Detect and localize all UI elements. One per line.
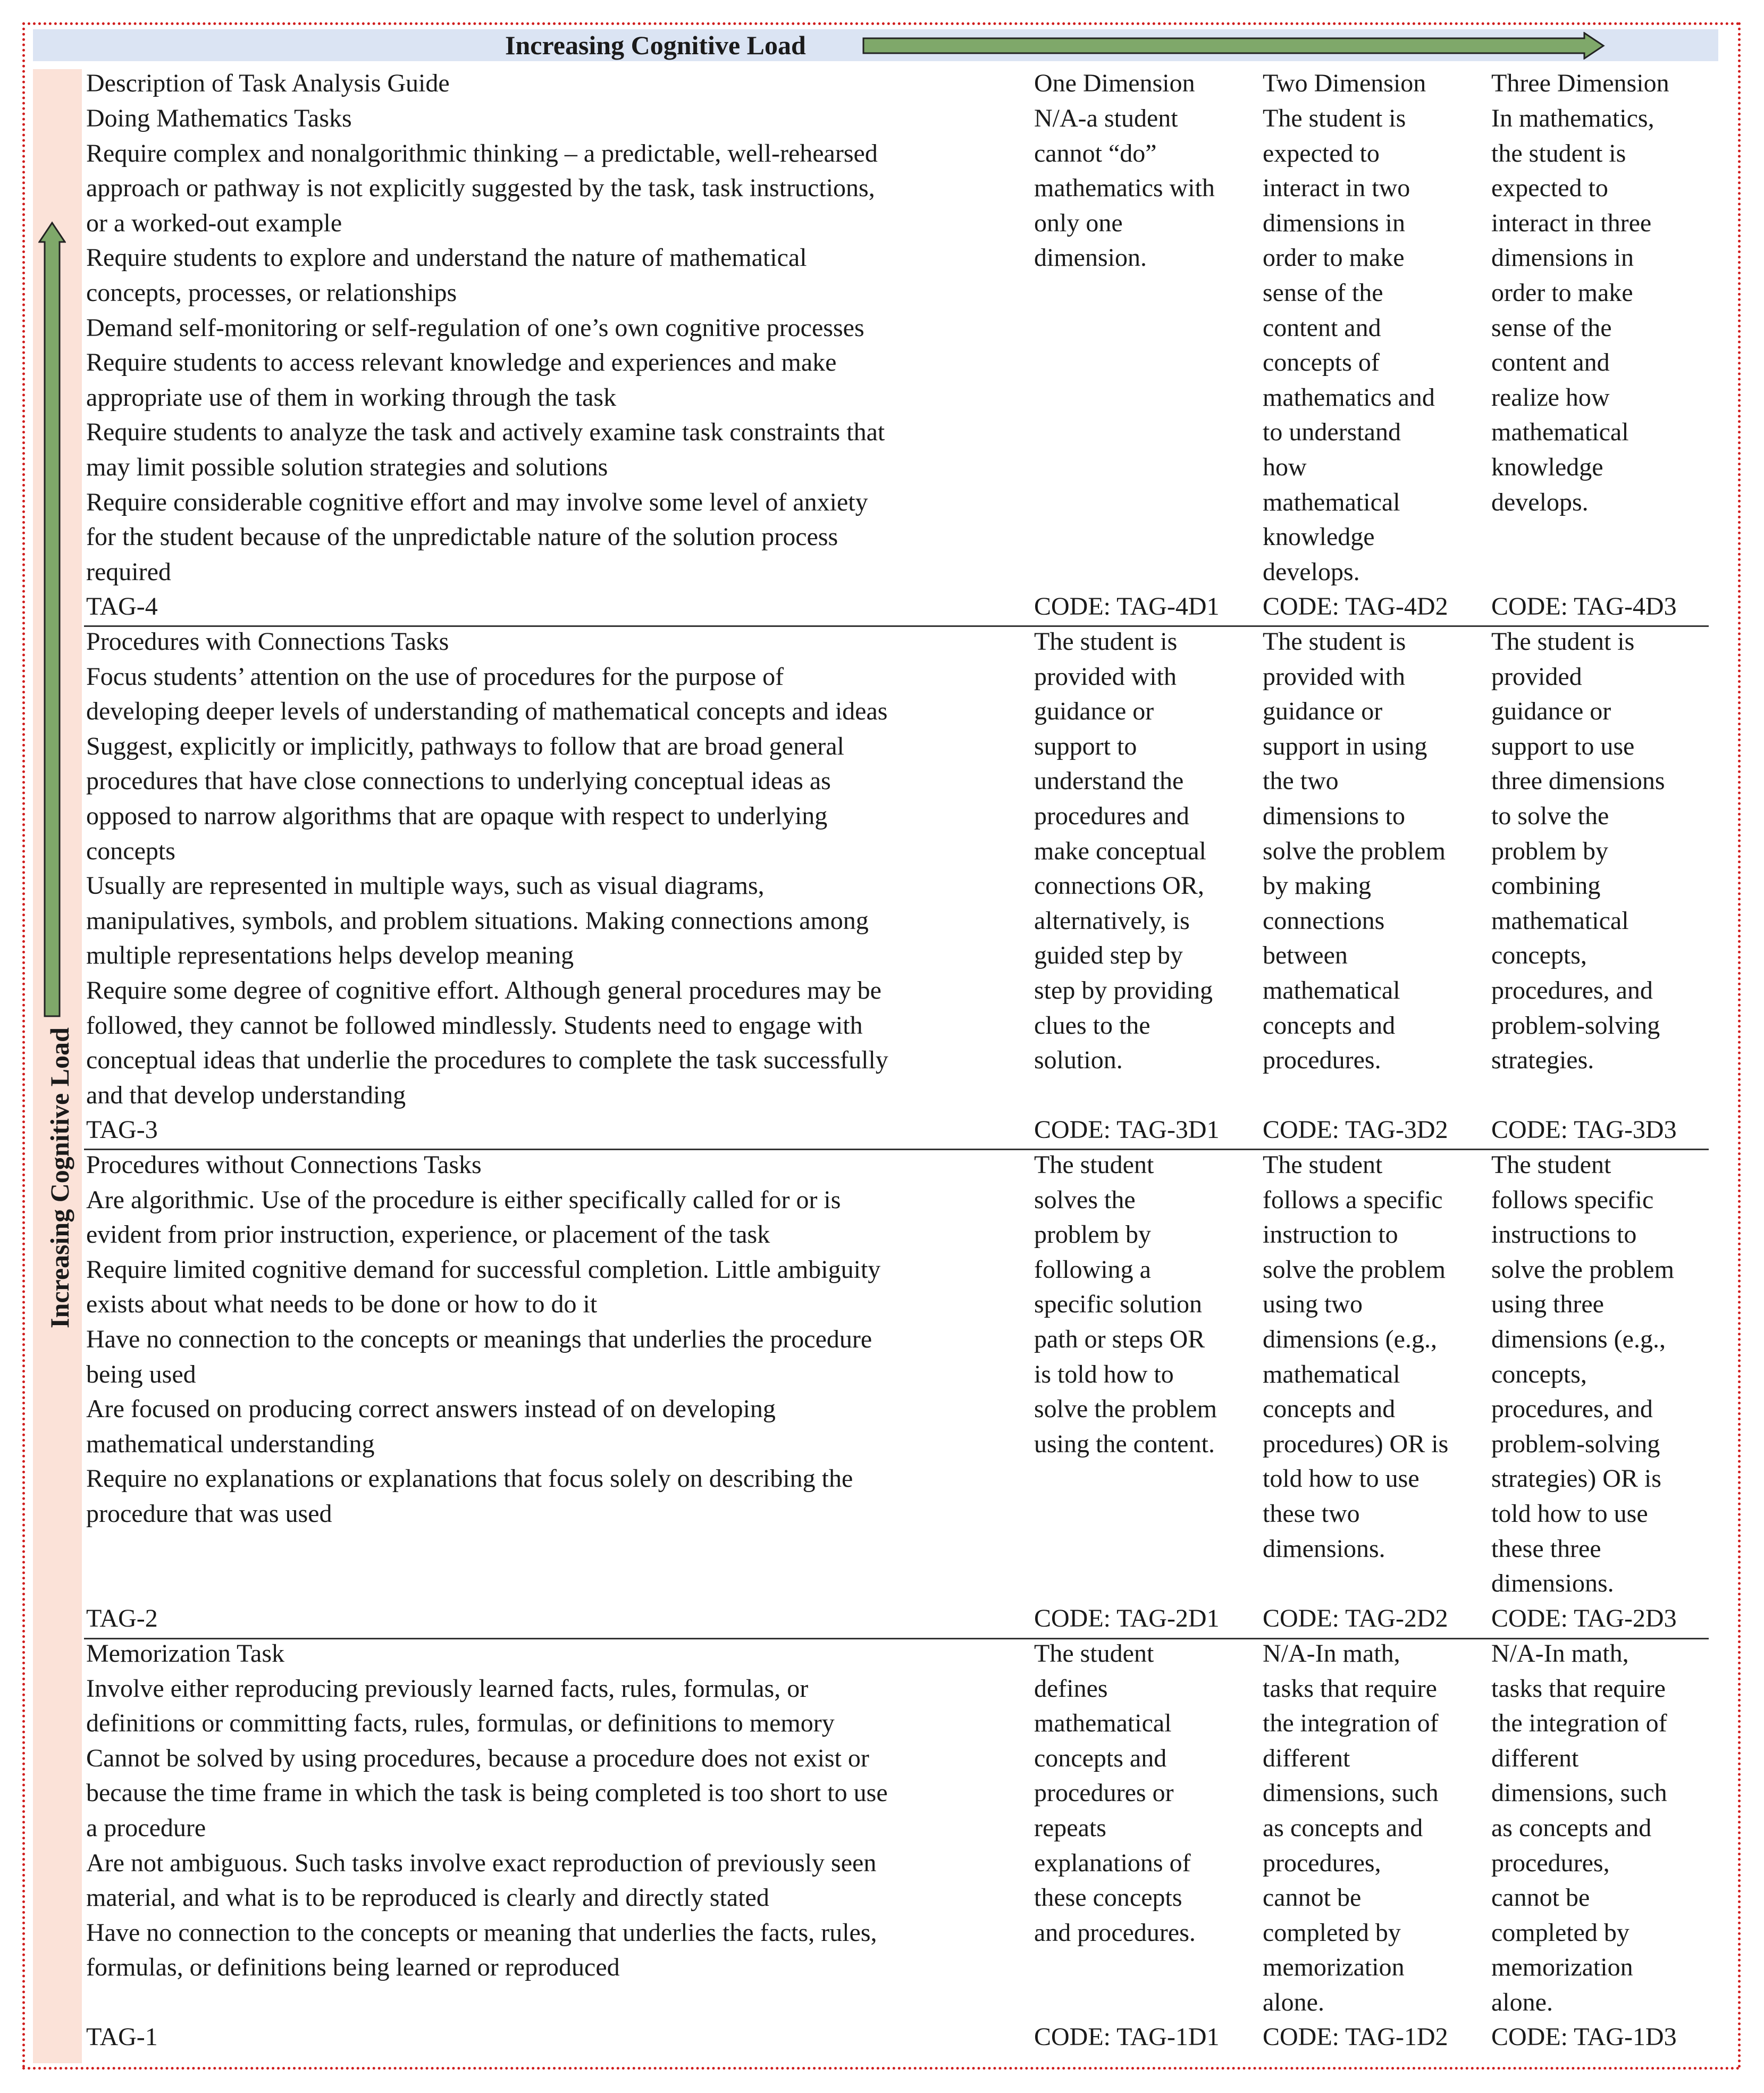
- row-tag4-code-three: CODE: TAG-4D3: [1491, 592, 1677, 621]
- up-arrow-icon: [38, 221, 66, 1018]
- row-tag4-code-two: CODE: TAG-4D2: [1263, 592, 1448, 621]
- up-arrow-shape: [39, 223, 65, 1016]
- header-three-dimension: Three Dimension: [1491, 69, 1669, 97]
- row-tag2-code-one: CODE: TAG-2D1: [1034, 1604, 1220, 1632]
- row-tag2-two-dimension: The student follows a specific instruction to solve the problem using two dimensions (e.g., mathematical concepts and procedures) OR is told how to use these two dimensions.: [1263, 1151, 1449, 1563]
- row-tag3-code-two: CODE: TAG-3D2: [1263, 1116, 1448, 1144]
- row-tag4-tag: TAG-4: [86, 592, 158, 621]
- row-tag1-code-two: CODE: TAG-1D2: [1263, 2023, 1448, 2051]
- row-tag4-three-dimension: In mathematics, the student is expected to interact in three dimensions in order to make sense of the content and realize how mathematical knowledge develops.: [1491, 104, 1654, 516]
- header-two-dimension: Two Dimension: [1263, 69, 1426, 97]
- row-tag4-description: Doing Mathematics Tasks Require complex and nonalgorithmic thinking – a predictable, well-rehearsed approach or pathway is not explicitly suggested by the task, task instructions, or a worked-out example Require students to explore and understand the nature of mathematical concepts, processes, or relationships Demand self-monitoring or self-regulation of one’s own cognitive processes Require students to access relevant knowledge and experiences and make appropriate use of them in working through the task Require students to analyze the task and actively examine task constraints that may limit possible solution strategies and solutions Require considerable cognitive effort and may involve some level of anxiety for the student because of the unpredictable nature of the solution process required: [86, 104, 885, 586]
- row-tag4-two-dimension: The student is expected to interact in two dimensions in order to make sense of the content and concepts of mathematics and to understand how mathematical knowledge develops.: [1263, 104, 1435, 586]
- row-tag1-code-one: CODE: TAG-1D1: [1034, 2023, 1220, 2051]
- row-tag2-code-two: CODE: TAG-2D2: [1263, 1604, 1448, 1632]
- row-tag1-description: Memorization Task Involve either reproducing previously learned facts, rules, formulas, or definitions or committing facts, rules, formulas, or definitions to memory Cannot be solved by using procedures, because a procedure does not exist or because the time frame in which the task is being completed is too short to use a procedure Are not ambiguous. Such tasks involve exact reproduction of previously seen material, and what is to be reproduced is clearly and directly stated Have no connection to the concepts or meaning that underlies the facts, rules, formulas, or definitions being learned or reproduced: [86, 1639, 888, 1982]
- row-tag1-tag: TAG-1: [86, 2023, 158, 2051]
- row-tag3-code-one: CODE: TAG-3D1: [1034, 1116, 1220, 1144]
- row-tag4-code-one: CODE: TAG-4D1: [1034, 592, 1220, 621]
- row-tag2-one-dimension: The student solves the problem by following a specific solution path or steps OR is told how to solve the problem using the content.: [1034, 1151, 1217, 1458]
- row-tag2-tag: TAG-2: [86, 1604, 158, 1632]
- row-tag2-description: Procedures without Connections Tasks Are algorithmic. Use of the procedure is either specifically called for or is evident from prior instruction, experience, or placement of the task Require limited cognitive demand for successful completion. Little ambiguity exists about what needs to be done or how to do it Have no connection to the concepts or meanings that underlies the procedure being used Are focused on producing correct answers instead of on developing mathematical understanding Require no explanations or explanations that focus solely on describing the procedure that was used: [86, 1151, 881, 1528]
- row-tag3-tag: TAG-3: [86, 1116, 158, 1144]
- right-arrow-shape: [863, 33, 1603, 58]
- header-description: Description of Task Analysis Guide: [86, 69, 450, 97]
- row-tag3-description: Procedures with Connections Tasks Focus students’ attention on the use of procedures for the purpose of developing deeper levels of understanding of mathematical concepts and ideas Suggest, explicitly or implicitly, pathways to follow that are broad general procedures that have close connections to underlying conceptual ideas as opposed to narrow algorithms that are opaque with respect to underlying concepts Usually are represented in multiple ways, such as visual diagrams, manipulatives, symbols, and problem situations. Making connections among multiple representations helps develop meaning Require some degree of cognitive effort. Although general procedures may be followed, they cannot be followed mindlessly. Students need to engage with conceptual ideas that underlie the procedures to complete the task successfully and that develop understanding: [86, 627, 888, 1109]
- row-tag1-three-dimension: N/A-In math, tasks that require the integration of different dimensions, such as concepts and procedures, cannot be completed by memorization alone.: [1491, 1639, 1667, 2016]
- row-tag2-code-three: CODE: TAG-2D3: [1491, 1604, 1677, 1632]
- row-tag3-one-dimension: The student is provided with guidance or support to understand the procedures and make conceptual connections OR, alternatively, is guided step by step by providing clues to the solution.: [1034, 627, 1213, 1075]
- row-tag3-code-three: CODE: TAG-3D3: [1491, 1116, 1677, 1144]
- top-banner-title: Increasing Cognitive Load: [505, 30, 806, 60]
- row-tag1-code-three: CODE: TAG-1D3: [1491, 2023, 1677, 2051]
- right-arrow-icon: [861, 32, 1606, 60]
- row-tag1-one-dimension: The student defines mathematical concepts and procedures or repeats explanations of these concepts and procedures.: [1034, 1639, 1196, 1947]
- row-tag3-three-dimension: The student is provided guidance or support to use three dimensions to solve the problem by combining mathematical concepts, procedures, and problem-solving strategies.: [1491, 627, 1665, 1075]
- header-one-dimension: One Dimension: [1034, 69, 1195, 97]
- row-tag2-three-dimension: The student follows specific instructions to solve the problem using three dimensions (e.g., concepts, procedures, and problem-solving strategies) OR is told how to use these three dimensions.: [1491, 1151, 1674, 1598]
- side-banner-title: Increasing Cognitive Load: [45, 1027, 74, 1328]
- row-tag3-two-dimension: The student is provided with guidance or support in using the two dimensions to solve the problem by making connections between mathematical concepts and procedures.: [1263, 627, 1446, 1075]
- row-tag4-one-dimension: N/A-a student cannot “do” mathematics with only one dimension.: [1034, 104, 1215, 272]
- row-tag1-two-dimension: N/A-In math, tasks that require the integration of different dimensions, such as concepts and procedures, cannot be completed by memorization alone.: [1263, 1639, 1439, 2016]
